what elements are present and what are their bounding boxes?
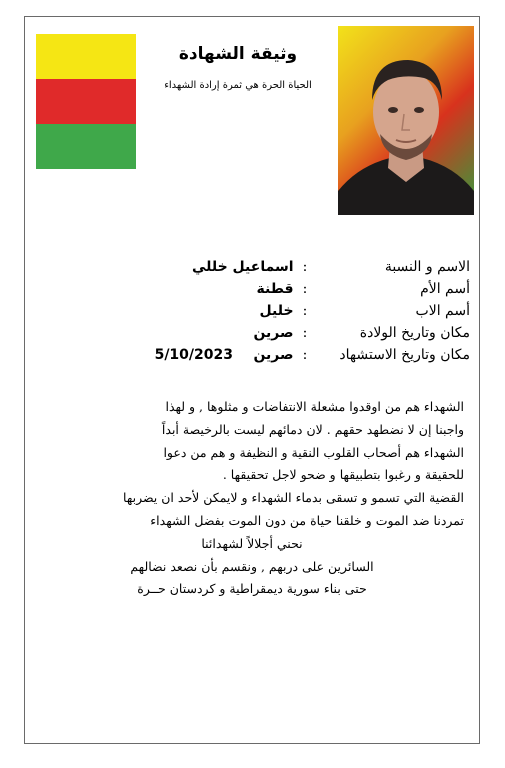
text-line: واجبنا إن لا نضطهد حقهم . لان دمائهم ليست بالرخيصة أبداً	[161, 421, 464, 437]
martyrdom-date: 5/10/2023	[154, 347, 233, 363]
field-label: أسم الاب	[415, 303, 470, 319]
field-martyrdom: مكان وتاريخ الاستشهاد: صرين 5/10/2023	[40, 344, 470, 366]
field-value: خليل	[259, 303, 294, 319]
flag-image	[36, 34, 136, 169]
personal-details	[40, 256, 470, 366]
text-line: القضية التي تسمو و تسقى بدماء الشهداء و لايمكن لأحد ان يضربها	[123, 490, 464, 506]
text-line: تمردنا ضد الموت و خلقنا حياة من دون الموت بفضل الشهداء	[150, 512, 464, 528]
portrait-silhouette-icon	[338, 26, 474, 215]
field-value: قطنة	[256, 281, 294, 297]
field-birth: مكان وتاريخ الولادة: صرين	[40, 322, 470, 344]
field-value: اسماعيل خللي	[192, 259, 294, 275]
flag-stripe-green	[36, 124, 136, 169]
portrait-photo	[338, 26, 474, 215]
field-value: صرين	[253, 347, 294, 363]
field-name: الاسم و النسبة: اسماعيل خللي	[40, 256, 470, 278]
text-line: السائرين على دربهم , ونقسم بأن نصعد نضالهم	[130, 558, 374, 574]
text-line: حتى بناء سورية ديمقراطية و كردستان حــرة	[137, 581, 367, 597]
flag-stripe-yellow	[36, 34, 136, 79]
field-father-name: أسم الاب: خليل	[40, 300, 470, 322]
field-value: صرين	[253, 325, 294, 341]
text-line: الشهداء هم أصحاب القلوب النقية و النظيفة و هم من دعوا	[163, 444, 464, 460]
text-line: للحقيقة و رغبوا بتطبيقها و ضحو لاجل تحقيقها .	[222, 467, 464, 483]
field-mother-name: أسم الأم: قطنة	[40, 278, 470, 300]
field-label: مكان وتاريخ الولادة	[359, 325, 470, 341]
flag-stripe-red	[36, 79, 136, 124]
document-subtitle: الحياة الحرة هي ثمرة إرادة الشهداء	[164, 80, 312, 91]
tribute-text	[40, 396, 464, 601]
field-label: الاسم و النسبة	[384, 259, 470, 275]
document-title: وثيقة الشهادة	[178, 44, 298, 64]
text-line: نحني أجلالاً لشهدائنا	[201, 535, 303, 551]
field-label: مكان وتاريخ الاستشهاد	[339, 347, 470, 363]
field-label: أسم الأم	[420, 281, 470, 297]
text-line: الشهداء هم من اوقدوا مشعلة الانتفاضات و مثلوها , و لهذا	[165, 399, 464, 414]
